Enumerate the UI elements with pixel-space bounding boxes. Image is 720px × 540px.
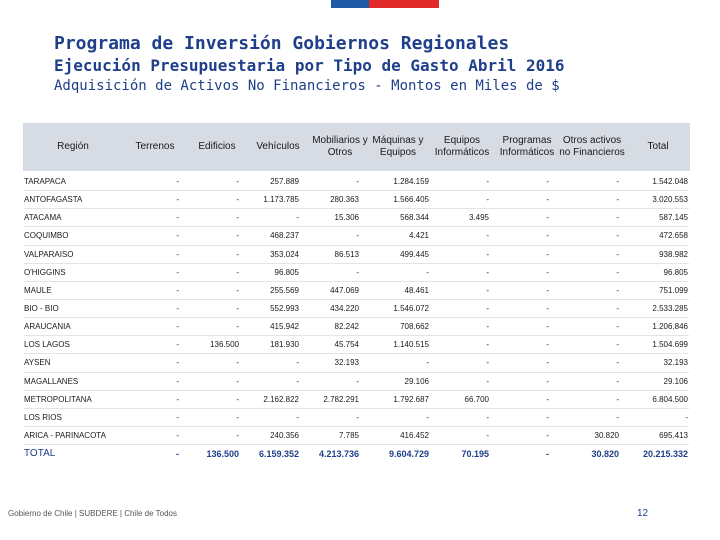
value-cell: - (300, 372, 360, 390)
value-cell: - (490, 173, 550, 191)
value-cell: 468.237 (240, 227, 300, 245)
col-header-region: Región (57, 141, 89, 152)
value-cell: 82.242 (300, 318, 360, 336)
value-cell: - (550, 191, 620, 209)
value-cell: - (490, 263, 550, 281)
flag-blue-block (331, 0, 369, 8)
table-row (24, 263, 689, 281)
value-cell: 136.500 (180, 336, 240, 354)
value-cell: - (430, 173, 490, 191)
value-cell: - (134, 354, 180, 372)
value-cell: 4.421 (360, 227, 430, 245)
value-cell: 1.792.687 (360, 390, 430, 408)
value-cell: - (430, 354, 490, 372)
value-cell: - (300, 408, 360, 426)
value-cell: 70.195 (430, 445, 490, 463)
col-header-maquinas: Máquinas y Equipos (372, 135, 424, 158)
value-cell: - (550, 390, 620, 408)
col-header-total: Total (647, 141, 669, 152)
value-cell: 66.700 (430, 390, 490, 408)
table-row (24, 191, 689, 209)
value-cell: 86.513 (300, 245, 360, 263)
value-cell: - (180, 281, 240, 299)
value-cell: 29.106 (360, 372, 430, 390)
value-cell: - (490, 390, 550, 408)
value-cell: 20.215.332 (620, 445, 689, 463)
value-cell: 2.782.291 (300, 390, 360, 408)
flag-red-block (369, 0, 439, 8)
region-cell: ANTOFAGASTA (24, 191, 134, 209)
value-cell: - (430, 281, 490, 299)
value-cell: 181.930 (240, 336, 300, 354)
value-cell: 1.173.785 (240, 191, 300, 209)
table-row (24, 372, 689, 390)
value-cell: 434.220 (300, 299, 360, 317)
table-row (24, 390, 689, 408)
value-cell: - (180, 390, 240, 408)
value-cell: 15.306 (300, 209, 360, 227)
page-number: 12 (637, 508, 649, 519)
col-header-vehiculos: Vehículos (256, 141, 300, 152)
value-cell: - (550, 299, 620, 317)
value-cell: 96.805 (240, 263, 300, 281)
value-cell: - (300, 173, 360, 191)
value-cell: - (360, 408, 430, 426)
value-cell: - (490, 299, 550, 317)
value-cell: 447.069 (300, 281, 360, 299)
budget-table (24, 173, 689, 462)
value-cell: - (134, 245, 180, 263)
value-cell: 1.566.405 (360, 191, 430, 209)
value-cell: - (180, 191, 240, 209)
value-cell: - (490, 426, 550, 444)
value-cell: 136.500 (180, 445, 240, 463)
value-cell: - (550, 173, 620, 191)
table-row (24, 227, 689, 245)
value-cell: - (134, 336, 180, 354)
value-cell: 6.804.500 (620, 390, 689, 408)
value-cell: 938.982 (620, 245, 689, 263)
region-cell: O'HIGGINS (24, 263, 134, 281)
table-row (24, 336, 689, 354)
value-cell: - (180, 318, 240, 336)
value-cell: 415.942 (240, 318, 300, 336)
value-cell: - (360, 263, 430, 281)
value-cell: 751.099 (620, 281, 689, 299)
value-cell: - (134, 173, 180, 191)
region-cell: BIO - BIO (24, 299, 134, 317)
value-cell: - (240, 354, 300, 372)
total-row (24, 445, 689, 463)
value-cell: - (430, 372, 490, 390)
value-cell: 3.020.553 (620, 191, 689, 209)
value-cell: - (550, 263, 620, 281)
value-cell: - (134, 318, 180, 336)
value-cell: - (360, 354, 430, 372)
page-subtitle: Ejecución Presupuestaria por Tipo de Gasto Abril 2016 (54, 56, 565, 75)
region-cell: LOS LAGOS (24, 336, 134, 354)
value-cell: 1.546.072 (360, 299, 430, 317)
value-cell: - (180, 408, 240, 426)
value-cell: - (180, 227, 240, 245)
value-cell: 257.889 (240, 173, 300, 191)
value-cell: - (430, 191, 490, 209)
value-cell: - (490, 336, 550, 354)
value-cell: - (430, 227, 490, 245)
table-row (24, 281, 689, 299)
value-cell: 30.820 (550, 426, 620, 444)
value-cell: - (134, 191, 180, 209)
col-header-programas-informaticos: Programas Informáticos (499, 135, 555, 158)
value-cell: - (180, 245, 240, 263)
value-cell: - (490, 318, 550, 336)
value-cell: - (180, 209, 240, 227)
value-cell: - (134, 281, 180, 299)
region-cell: COQUIMBO (24, 227, 134, 245)
value-cell: - (430, 245, 490, 263)
region-cell: VALPARAISO (24, 245, 134, 263)
value-cell: - (430, 263, 490, 281)
value-cell: 472.658 (620, 227, 689, 245)
value-cell: 48.461 (360, 281, 430, 299)
value-cell: - (550, 354, 620, 372)
value-cell: - (300, 227, 360, 245)
region-cell: METROPOLITANA (24, 390, 134, 408)
value-cell: 32.193 (620, 354, 689, 372)
region-cell: MAGALLANES (24, 372, 134, 390)
value-cell: 2.162.822 (240, 390, 300, 408)
value-cell: 6.159.352 (240, 445, 300, 463)
col-header-edificios: Edificios (198, 141, 236, 152)
value-cell: - (134, 209, 180, 227)
value-cell: - (180, 426, 240, 444)
value-cell: 1.140.515 (360, 336, 430, 354)
value-cell: - (490, 191, 550, 209)
value-cell: 1.206.846 (620, 318, 689, 336)
value-cell: - (134, 426, 180, 444)
value-cell: - (134, 263, 180, 281)
value-cell: - (550, 408, 620, 426)
value-cell: - (550, 318, 620, 336)
value-cell: 1.542.048 (620, 173, 689, 191)
footer-text: Gobierno de Chile | SUBDERE | Chile de Todos (8, 509, 177, 518)
region-cell: ARICA - PARINACOTA (24, 426, 134, 444)
col-header-equipos-informaticos: Equipos Informáticos (434, 135, 490, 158)
value-cell: - (550, 336, 620, 354)
value-cell: 587.145 (620, 209, 689, 227)
value-cell: - (490, 245, 550, 263)
value-cell: - (490, 354, 550, 372)
chile-flag-stripe (331, 0, 439, 8)
value-cell: 353.024 (240, 245, 300, 263)
value-cell: - (300, 263, 360, 281)
region-cell: MAULE (24, 281, 134, 299)
value-cell: - (490, 209, 550, 227)
value-cell: - (134, 408, 180, 426)
col-header-terrenos: Terrenos (135, 141, 175, 152)
value-cell: - (550, 227, 620, 245)
value-cell: 1.284.159 (360, 173, 430, 191)
value-cell: - (134, 390, 180, 408)
region-cell: TOTAL (24, 445, 134, 463)
value-cell: - (180, 263, 240, 281)
col-header-mobiliarios: Mobiliarios y Otros (312, 135, 368, 158)
value-cell: 240.356 (240, 426, 300, 444)
value-cell: - (430, 408, 490, 426)
region-cell: ARAUCANIA (24, 318, 134, 336)
value-cell: 416.452 (360, 426, 430, 444)
table-row (24, 408, 689, 426)
value-cell: 29.106 (620, 372, 689, 390)
value-cell: 30.820 (550, 445, 620, 463)
value-cell: - (490, 372, 550, 390)
value-cell: 32.193 (300, 354, 360, 372)
value-cell: - (180, 173, 240, 191)
region-cell: LOS RIOS (24, 408, 134, 426)
value-cell: - (240, 408, 300, 426)
table-row (24, 245, 689, 263)
table-row (24, 299, 689, 317)
value-cell: - (180, 354, 240, 372)
value-cell: - (430, 299, 490, 317)
region-cell: AYSEN (24, 354, 134, 372)
value-cell: - (550, 245, 620, 263)
value-cell: 552.993 (240, 299, 300, 317)
page-title: Programa de Inversión Gobiernos Regionales (54, 33, 510, 54)
value-cell: 499.445 (360, 245, 430, 263)
value-cell: - (180, 299, 240, 317)
region-cell: TARAPACA (24, 173, 134, 191)
value-cell: - (620, 408, 689, 426)
value-cell: 45.754 (300, 336, 360, 354)
value-cell: - (550, 209, 620, 227)
value-cell: 568.344 (360, 209, 430, 227)
value-cell: 708.662 (360, 318, 430, 336)
value-cell: 9.604.729 (360, 445, 430, 463)
value-cell: - (180, 372, 240, 390)
value-cell: - (490, 408, 550, 426)
value-cell: - (240, 372, 300, 390)
table-row (24, 354, 689, 372)
value-cell: 280.363 (300, 191, 360, 209)
value-cell: - (490, 281, 550, 299)
table-row (24, 318, 689, 336)
table-row (24, 209, 689, 227)
value-cell: - (430, 426, 490, 444)
value-cell: - (134, 372, 180, 390)
table-row (24, 426, 689, 444)
value-cell: - (134, 227, 180, 245)
value-cell: 3.495 (430, 209, 490, 227)
value-cell: 1.504.699 (620, 336, 689, 354)
col-header-otros-activos: Otros activos no Financieros (559, 135, 625, 158)
value-cell: - (550, 281, 620, 299)
value-cell: 2.533.285 (620, 299, 689, 317)
value-cell: - (430, 336, 490, 354)
region-cell: ATACAMA (24, 209, 134, 227)
value-cell: - (240, 209, 300, 227)
value-cell: - (490, 227, 550, 245)
value-cell: - (134, 299, 180, 317)
value-cell: 4.213.736 (300, 445, 360, 463)
page-subtitle-detail: Adquisición de Activos No Financieros - Montos en Miles de $ (54, 78, 560, 94)
value-cell: 7.785 (300, 426, 360, 444)
value-cell: 255.569 (240, 281, 300, 299)
value-cell: - (550, 372, 620, 390)
value-cell: - (490, 445, 550, 463)
table-row (24, 173, 689, 191)
value-cell: 96.805 (620, 263, 689, 281)
value-cell: 695.413 (620, 426, 689, 444)
value-cell: - (430, 318, 490, 336)
value-cell: - (134, 445, 180, 463)
